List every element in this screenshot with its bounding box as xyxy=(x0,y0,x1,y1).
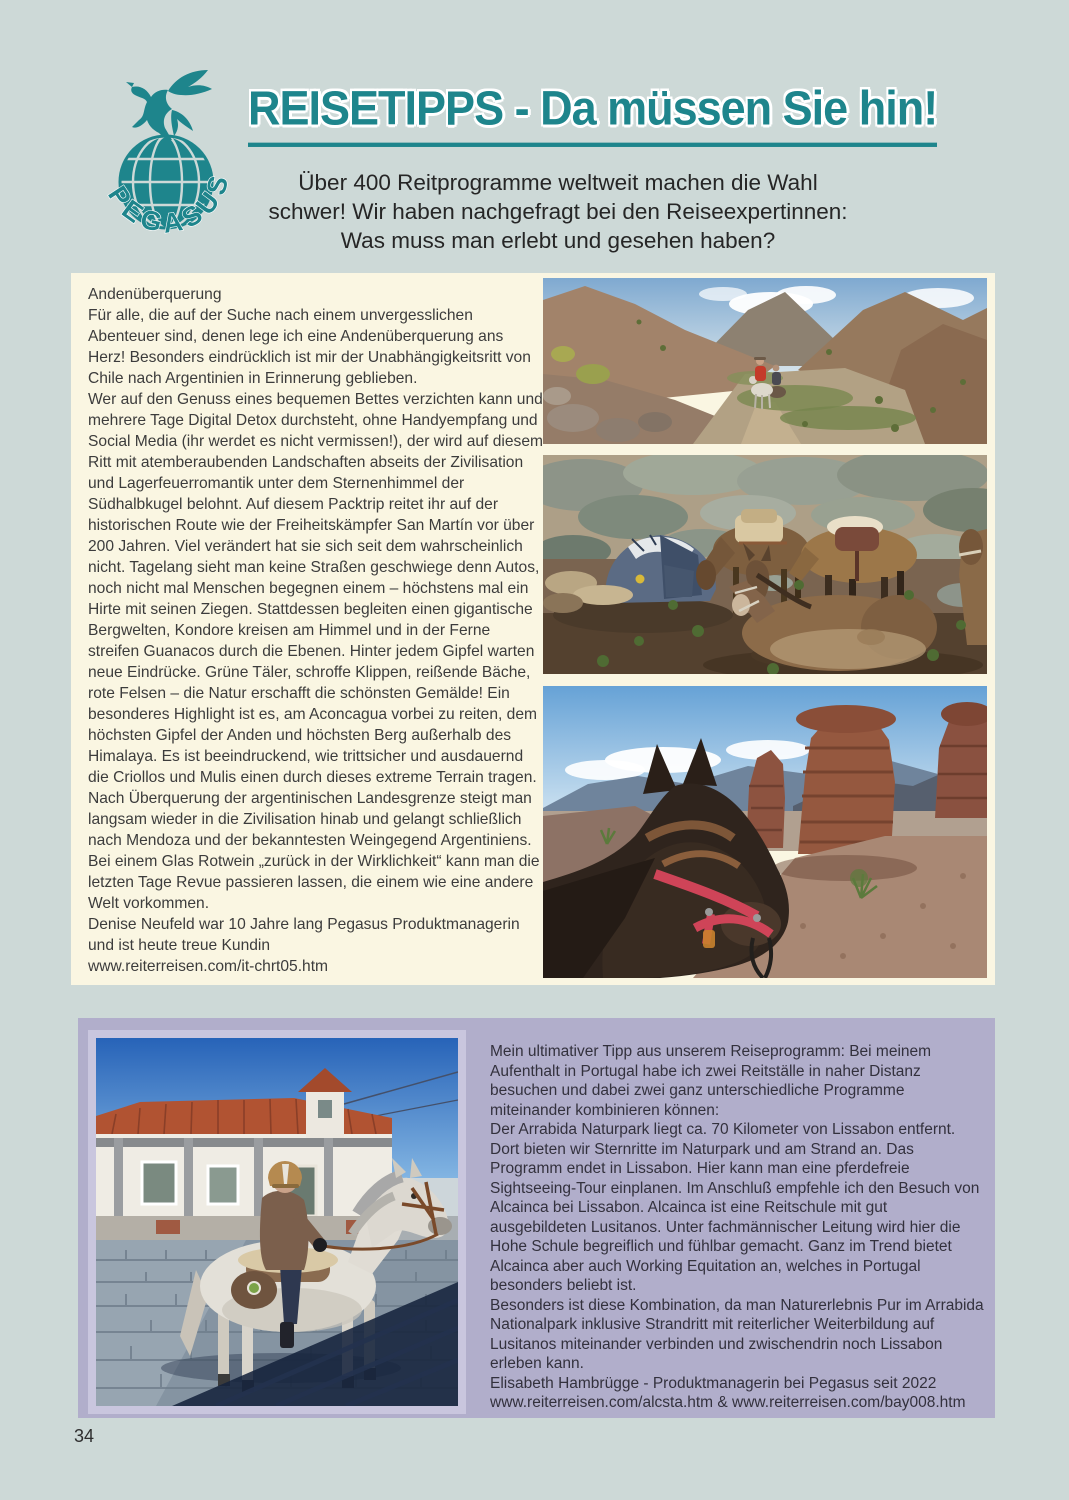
portugal-rider-grey-horse-photo xyxy=(96,1038,458,1406)
logo-wordmark: PEGASUS xyxy=(102,168,236,239)
andes-valley-riders-photo xyxy=(543,278,987,444)
portugal-paragraph: Der Arrabida Naturpark liegt ca. 70 Kilometer von Lissabon entfernt. Dort bieten wir Sternritte im Naturpark und am Strand an. Das Programm endet in Lissabon. Hier kann man eine pferdefreie Sightseeing-Tour einplanen. Im Anschluß empfehle ich den Besuch von Alcainca bei Lissabon. Alcainca ist eine Reitschule mit gut ausgebildeten Lusitanos. Unter fachmännischer Leitung wird hier die Hohe Schule begreiflich und fühlbar gemacht. Ganz im Trend bietet Alcainca aber auch Working Equitation an, welches in Portugal besonders beliebt ist. xyxy=(490,1121,980,1294)
andes-article-text xyxy=(88,284,543,977)
andes-paragraph: Für alle, die auf der Suche nach einem unvergesslichen Abenteuer sind, denen lege ich eine Andenüberquerung ans Herz! Besonders eindrücklich ist mir der Unabhängigkeitsritt von Chile nach Argentinien in Erinnerung geblieben. xyxy=(88,307,531,387)
andes-article xyxy=(71,273,995,985)
portugal-photo-frame xyxy=(88,1030,466,1414)
intro-line: Was muss man erlebt und gesehen haben? xyxy=(340,228,776,253)
portugal-article-text xyxy=(490,1042,984,1413)
andes-camp-mules-photo xyxy=(543,455,987,674)
andes-horsehead-redrocks-photo xyxy=(543,686,987,978)
header xyxy=(248,80,968,255)
andes-heading: Andenüberquerung xyxy=(88,286,222,303)
pegasus-logo xyxy=(92,62,240,258)
portugal-article xyxy=(78,1018,995,1418)
intro-line: Über 400 Reitprogramme weltweit machen die Wahl xyxy=(298,170,818,195)
intro-text xyxy=(248,168,868,255)
page-number: 34 xyxy=(74,1426,95,1446)
andes-paragraph: Wer auf den Genuss eines bequemen Bettes verzichten kann und mehrere Tage Digital Detox durchsteht, ohne Handyempfang und Social Media (ihr werdet es nicht vermissen!), der wird auf diesem Ritt mit atemberaubenden Landschaften abseits der Zivilisation und Lagerfeuerromantik unter dem Sternenhimmel der Südhalbkugel belohnt. Auf diesem Packtrip reitet ihr auf der historischen Route wie der Freiheitskämpfer San Martín vor über 200 Jahren. Viel verändert hat sie sich seit dem wahrscheinlich nicht. Tagelang sieht man keine Straßen geschwiege denn Autos, noch nicht mal Menschen begegnen einem – höchstens mal ein Hirte mit seinen Ziegen. Stattdessen begleiten einen gigantische Bergwelten, Kondore kreisen am Himmel und in der Ferne streifen Guanacos durch die Ebenen. Hinter jedem Gipfel warten neue Eindrücke. Grüne Täler, schroffe Klippen, reißende Bäche, rote Felsen – die Natur erschafft die schönsten Gemälde! Ein besonderes Highlight ist es, am Aconcagua vorbei zu reiten, dem höchsten Gipfel der Anden und höchsten Berg außerhalb des Himalaya. Es ist beeindruckend, wie trittsicher und ausdauernd die Criollos und Mulis einen durch dieses extreme Terrain tragen. Nach Überquerung der argentinischen Landesgrenze steigt man langsam wieder in die Zivilisation hinab und gelangt schließlich nach Mendoza und der bekanntesten Weingegend Argentiniens. Bei einem Glas Rotwein „zurück in der Wirklichkeit“ kann man die letzten Tage Revue passieren lassen, die einem wie eine andere Welt vorkommen. xyxy=(88,391,543,912)
andes-author-line: Denise Neufeld war 10 Jahre lang Pegasus Produktmanagerin und ist heute treue Kundin xyxy=(88,916,520,954)
portugal-author-line: Elisabeth Hambrügge - Produktmanagerin bei Pegasus seit 2022 xyxy=(490,1374,937,1392)
pegasus-horse-icon xyxy=(126,70,212,140)
page-title: REISETIPPS - Da müssen Sie hin! xyxy=(248,80,937,147)
andes-photo-column xyxy=(543,273,987,985)
portugal-paragraph: Besonders ist diese Kombination, da man Naturerlebnis Pur im Arrabida Nationalpark inklusive Strandritt mit reiterlicher Weiterbildung auf Lusitanos miteinander verbinden und zwischendrin noch Lissabon erleben kann. xyxy=(490,1296,984,1372)
portugal-url-text: www.reiterreisen.com/alcsta.htm & www.reiterreisen.com/bay008.htm xyxy=(490,1394,966,1411)
intro-line: schwer! Wir haben nachgefragt bei den Reiseexpertinnen: xyxy=(268,199,848,224)
andes-url-text: www.reiterreisen.com/it-chrt05.htm xyxy=(88,958,329,975)
portugal-paragraph: Mein ultimativer Tipp aus unserem Reiseprogramm: Bei meinem Aufenthalt in Portugal habe ich zwei Reitställe in naher Distanz besuchen und dabei zwei ganz unterschiedliche Programme miteinander kombinieren können: xyxy=(490,1043,932,1119)
